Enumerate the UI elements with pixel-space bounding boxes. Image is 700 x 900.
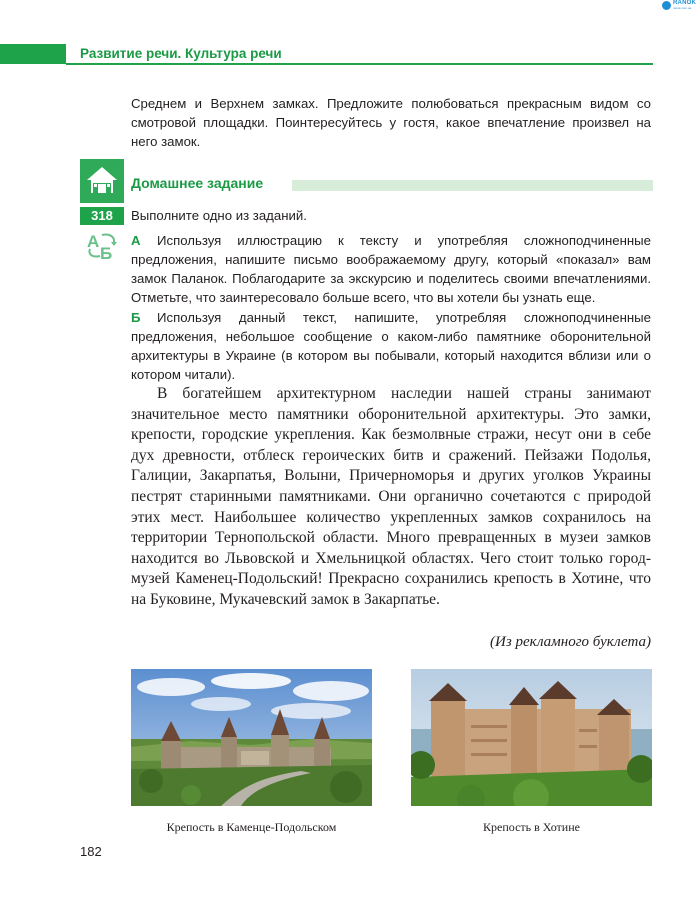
section-header: Развитие речи. Культура речи	[80, 46, 282, 61]
logo-subtitle: ranok.com.ua	[673, 6, 692, 10]
task-b	[131, 308, 651, 384]
photo-kamianets-fortress	[131, 669, 372, 806]
homework-strip	[292, 180, 653, 191]
intro-paragraph: Среднем и Верхнем замках. Предложите полюбоваться прекрасным видом со смотровой площадки. Поинтересуйтесь у гостя, какое впечатление произвел на него замок.	[131, 96, 651, 149]
task-a	[131, 231, 651, 307]
photo-caption-kamianets: Крепость в Каменце-Подольском	[166, 820, 337, 834]
task-b-letter: Б	[131, 310, 141, 325]
main-text: В богатейшем архитектурном наследии нашей страны занимают значительное место памятники оборонительной архитектуры. Это замки, крепости, городские укрепления. Как безмолвные стражи, несут они в себе дух древности, отблеск героических битв и сражений. Пейзажи Подолья, Галиции, Закарпатья, Волыни, Причерноморья и других уголков Украины пестрят старинными памятниками. Они органично сочетаются с природой этих мест. Наибольшее количество укрепленных замков сохранилось на территории Тернопольской области. Много превращенных в музеи замков находится во Львовской и Хмельницкой областях. Чего стоит только город-музей Каменец-Подольский! Прекрасно сохранились крепость в Хотине, что на Буковине, Мукачевский замок в Закарпатье.	[131, 385, 651, 608]
choice-ab-icon	[86, 230, 120, 260]
house-icon	[80, 159, 124, 203]
task-b-text: Используя данный текст, напишите, употребляя сложноподчиненные предложения, небольшое сообщение о каком-либо памятнике оборонительной архитектуры в Украине (в котором вы побывали, который находится вблизи или о котором читали).	[131, 310, 651, 382]
photo-khotyn-fortress	[411, 669, 652, 806]
svg-text:Б: Б	[100, 244, 113, 260]
logo-name: RANOK	[673, 0, 696, 6]
header-underline	[66, 63, 653, 65]
logo-mark-icon	[662, 1, 671, 10]
page-number: 182	[80, 844, 102, 859]
homework-title: Домашнее задание	[131, 175, 264, 191]
photo-caption-khotyn: Крепость в Хотине	[483, 820, 580, 834]
source-note: (Из рекламного буклета)	[490, 634, 651, 650]
exercise-number: 318	[80, 207, 124, 225]
publisher-logo	[662, 0, 698, 12]
header-accent-bar	[0, 44, 66, 64]
exercise-intro: Выполните одно из заданий.	[131, 208, 307, 223]
task-a-text: Используя иллюстрацию к тексту и употребляя сложноподчиненные предложения, напишите письмо воображаемому другу, который «показал» вам замок Паланок. Поблагодарите за экскурсию и поделитесь своими впечатлениями. Отметьте, что заинтересовало больше всего, что вы хотели бы узнать еще.	[131, 233, 651, 305]
task-a-letter: А	[131, 233, 141, 248]
svg-text:А: А	[87, 232, 100, 251]
